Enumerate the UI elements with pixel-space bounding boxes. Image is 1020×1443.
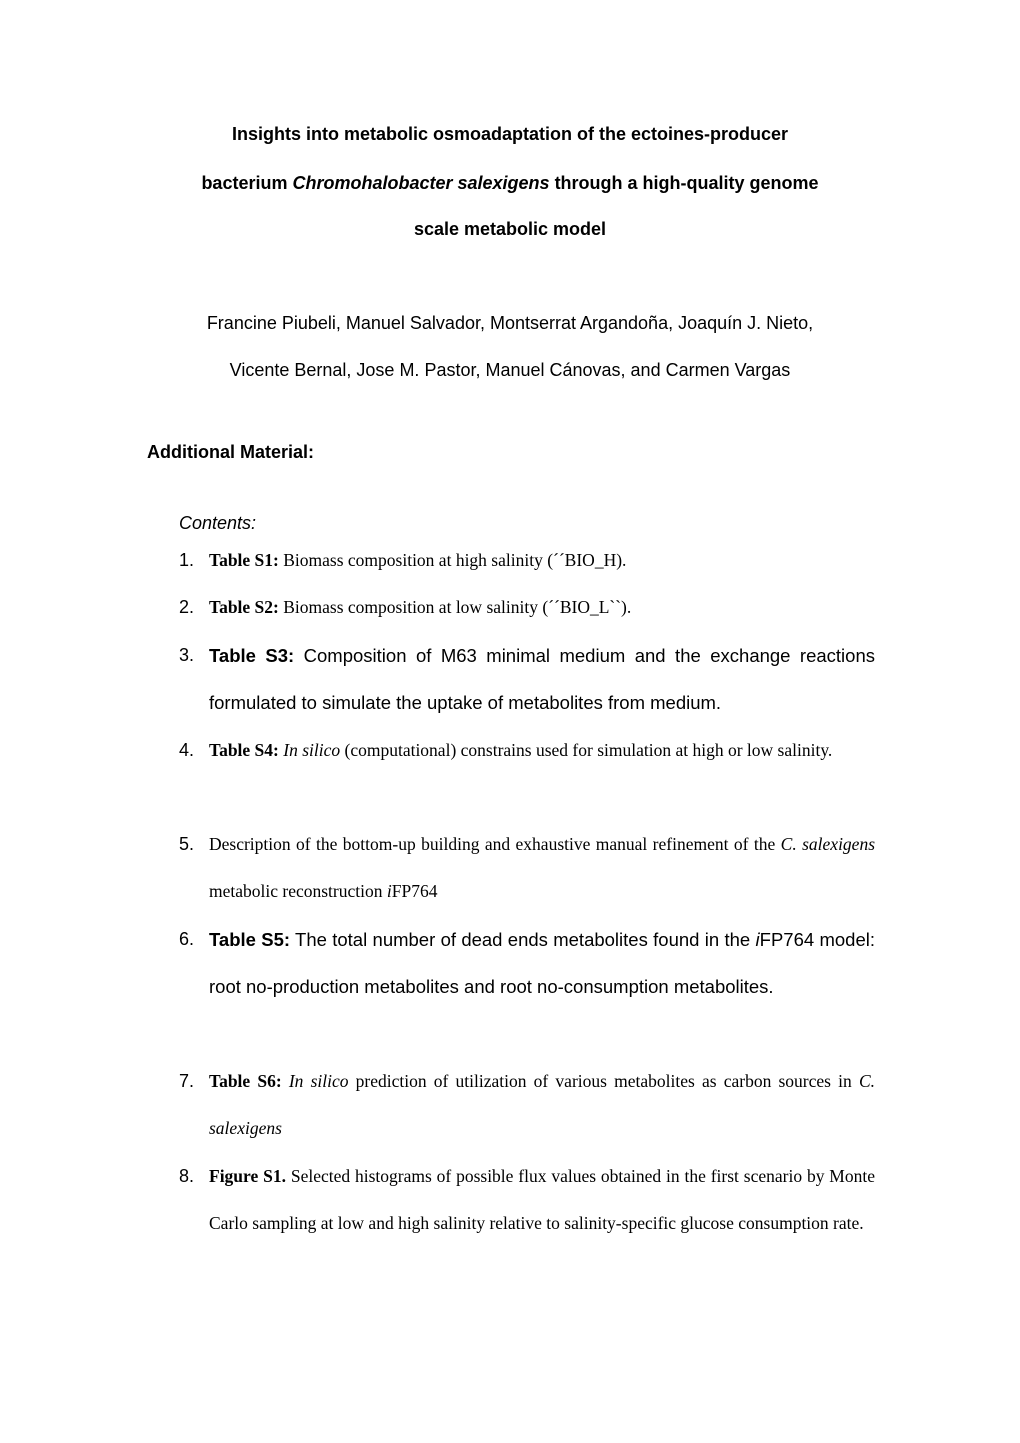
list-item	[179, 632, 875, 726]
item-number: 5.	[179, 834, 195, 854]
item-label: Table S3:	[209, 645, 295, 666]
list-item	[179, 1058, 875, 1152]
item-label: Figure S1.	[209, 1166, 286, 1186]
item-label: Table S5:	[209, 929, 291, 950]
item-text: Composition of M63 minimal medium and the exchange reactions formulated to simulate the uptake of metabolites from medium.	[209, 645, 875, 713]
list-item	[179, 1153, 875, 1247]
item-text: FP764	[391, 881, 438, 901]
item-number: 6.	[179, 929, 195, 949]
species-name: Chromohalobacter salexigens	[292, 173, 550, 193]
title-text: through a high-quality genome	[549, 173, 819, 193]
item-italic: i	[386, 881, 392, 901]
item-label: Table S4:	[209, 740, 279, 760]
item-number: 4.	[179, 740, 195, 760]
item-label: Table S1:	[209, 550, 279, 570]
item-number: 8.	[179, 1166, 195, 1186]
title-line-2	[0, 172, 1020, 194]
item-text: Biomass composition at low salinity (´´BIO_L``).	[278, 597, 632, 617]
item-text: prediction of utilization of various metabolites as carbon sources in	[348, 1071, 859, 1091]
item-text: The total number of dead ends metabolites found in the	[290, 929, 756, 950]
title-line-1: Insights into metabolic osmoadaptation of the ectoines-producer	[231, 124, 789, 144]
item-text: (computational) constrains used for simulation at high or low salinity.	[340, 740, 833, 760]
title-text: bacterium	[201, 173, 293, 193]
item-italic: In silico	[278, 740, 341, 760]
item-number: 2.	[179, 597, 195, 617]
item-text: metabolic reconstruction	[209, 881, 387, 901]
item-number: 3.	[179, 645, 195, 665]
item-text: Description of the bottom-up building and exhaustive manual refinement of the	[209, 834, 781, 854]
item-italic: C. salexigens	[780, 834, 876, 854]
list-item	[179, 821, 876, 915]
title-line-3: scale metabolic model	[413, 219, 607, 239]
list-item	[179, 916, 875, 1010]
item-text: Selected histograms of possible flux values obtained in the first scenario by Monte Carlo sampling at low and high salinity relative to salinity-specific glucose consumption rate.	[209, 1166, 875, 1233]
list-item	[179, 537, 875, 584]
item-italic: In silico	[281, 1071, 349, 1091]
item-label: Table S6:	[209, 1071, 282, 1091]
item-text: FP764 model: root no-production metabolites and root no-consumption metabolites.	[209, 929, 875, 997]
item-text: Biomass composition at high salinity (´´BIO_H).	[278, 550, 627, 570]
list-item	[179, 584, 875, 631]
authors-line-2: Vicente Bernal, Jose M. Pastor, Manuel Cánovas, and Carmen Vargas	[229, 360, 791, 380]
authors-line-1: Francine Piubeli, Manuel Salvador, Montserrat Argandoña, Joaquín J. Nieto,	[206, 313, 814, 333]
contents-label: Contents:	[179, 513, 257, 533]
item-number: 1.	[179, 550, 195, 570]
item-italic: C. salexigens	[209, 1071, 875, 1138]
item-label: Table S2:	[209, 597, 279, 617]
additional-material-heading: Additional Material:	[147, 442, 315, 462]
item-number: 7.	[179, 1071, 195, 1091]
item-italic: i	[755, 929, 760, 950]
list-item	[179, 727, 875, 774]
